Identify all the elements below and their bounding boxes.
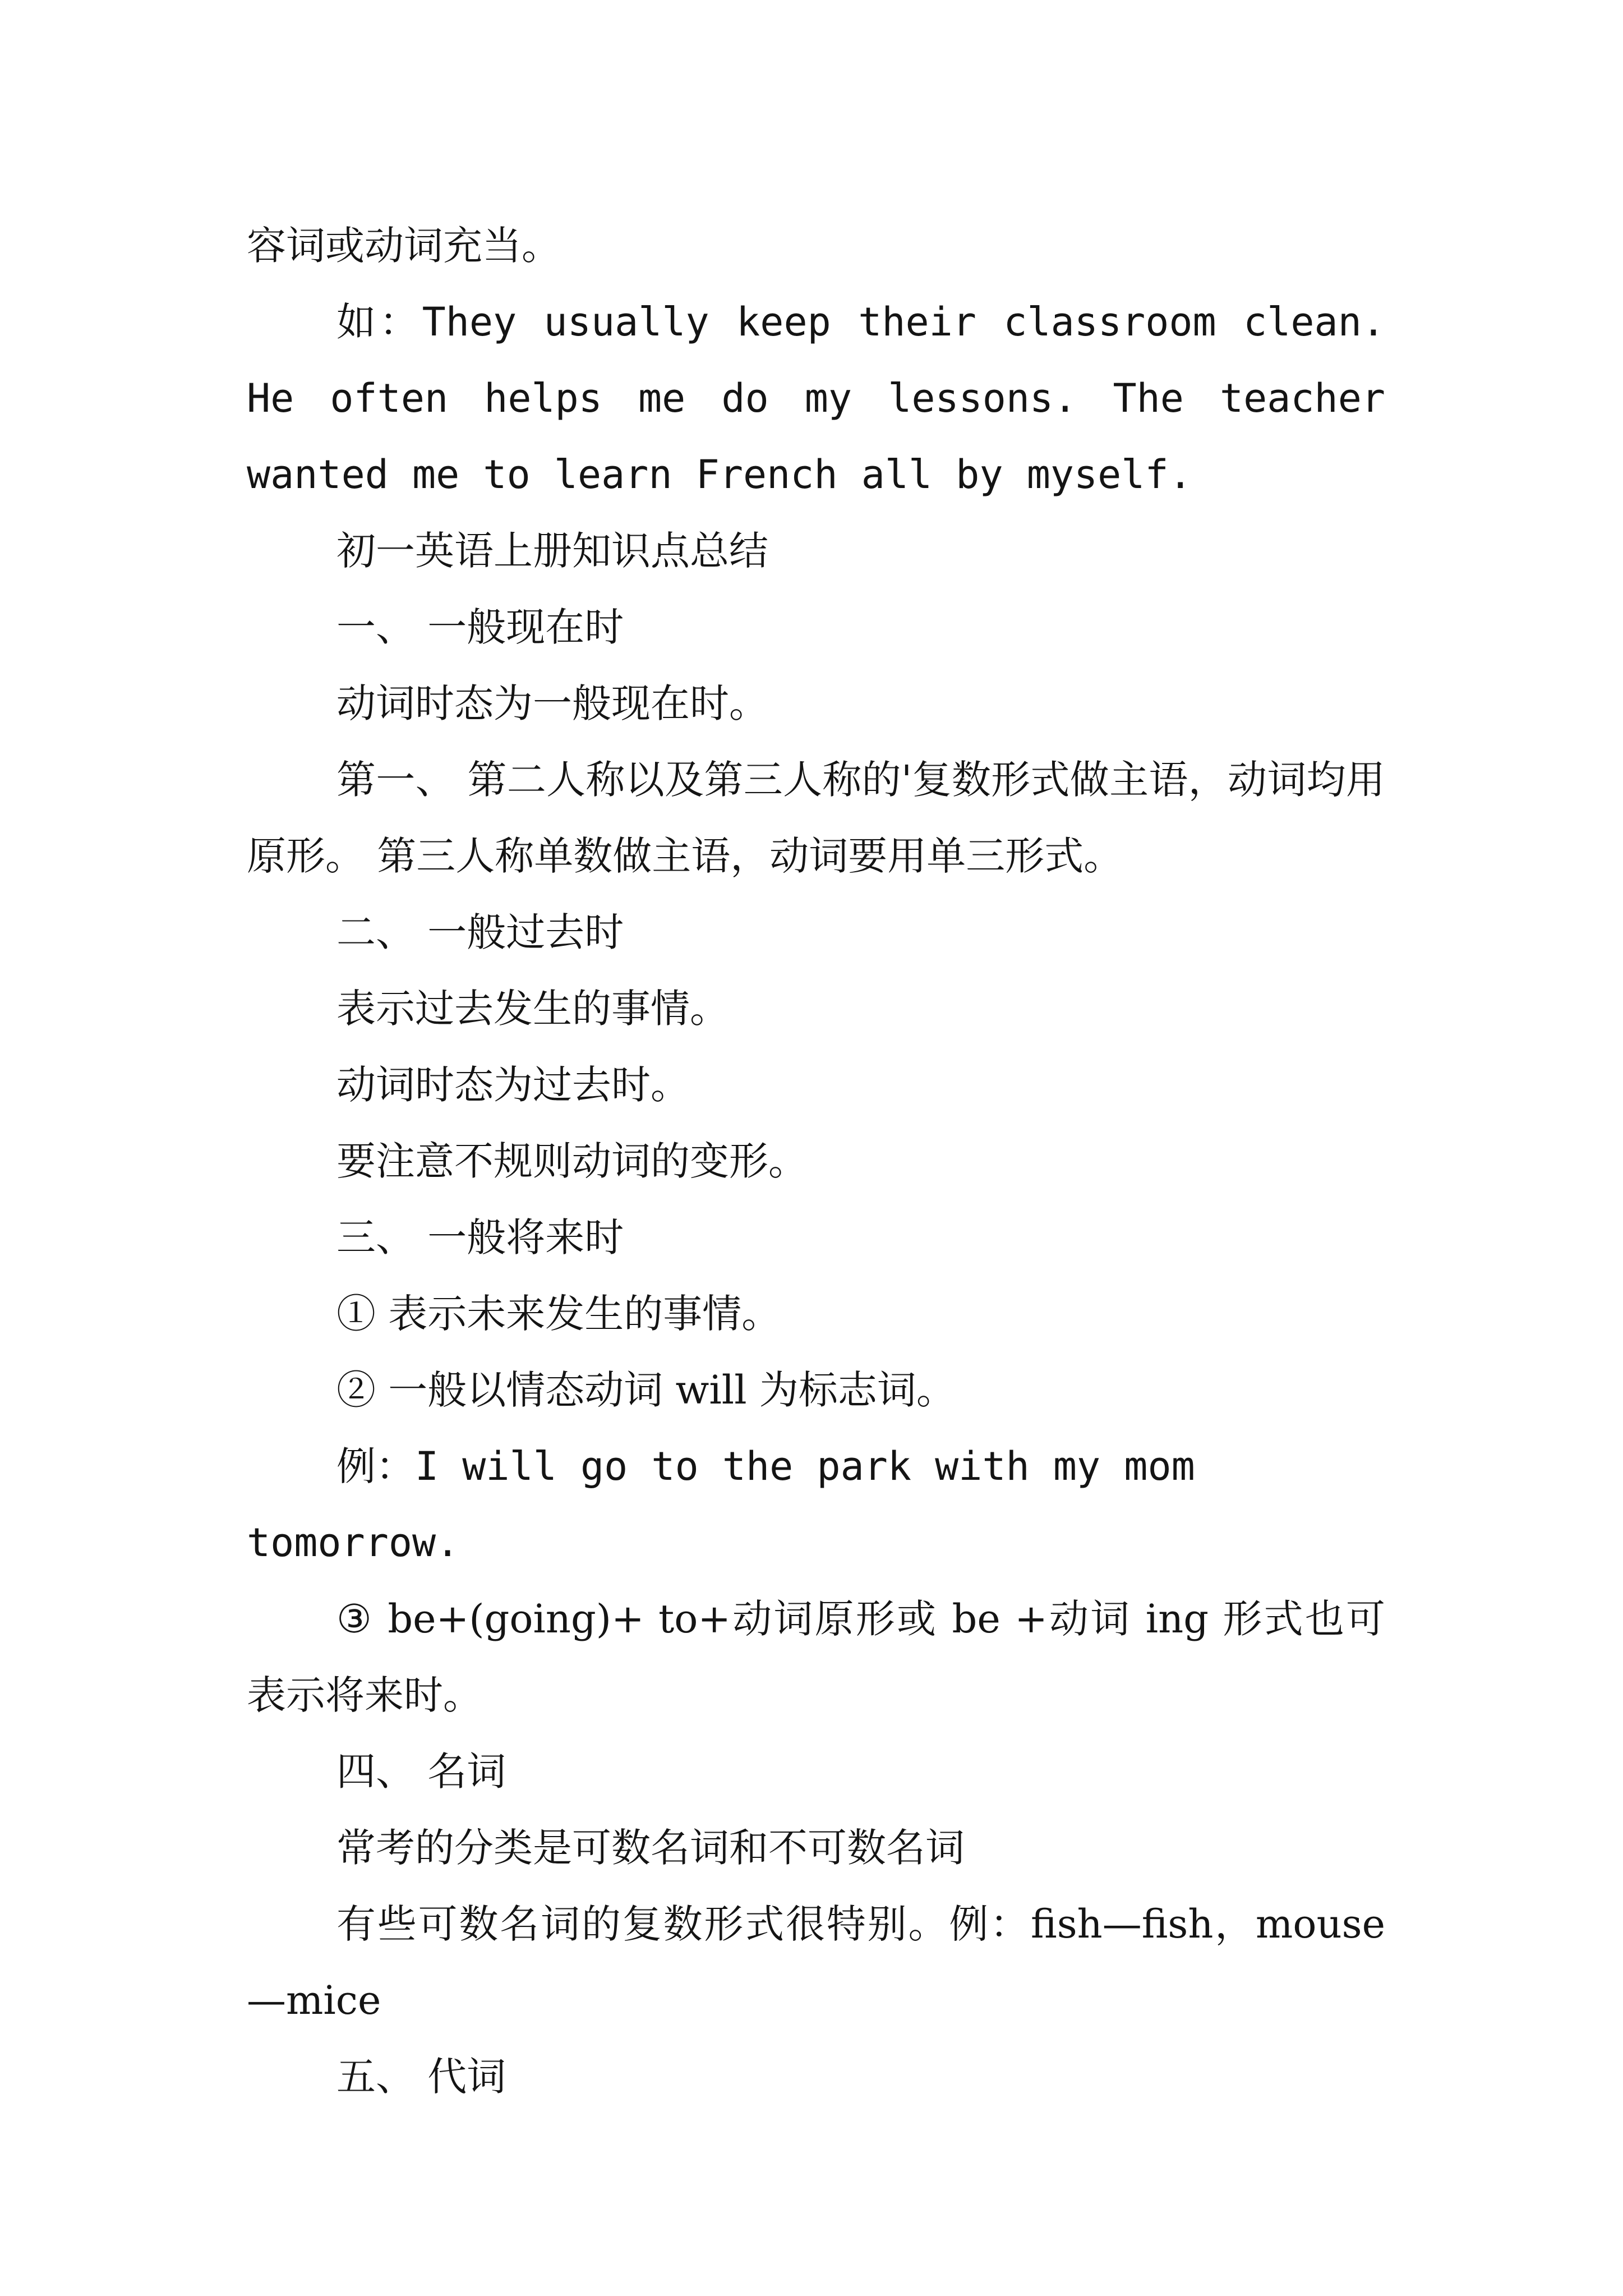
section-title: 初一英语上册知识点总结 xyxy=(336,528,768,574)
heading-simple-future: 三、 一般将来时 xyxy=(336,1214,624,1260)
heading-pronouns: 五、 代词 xyxy=(336,2054,506,2100)
paragraph-continuation: 容词或动词充当。 xyxy=(247,223,561,269)
list-item-future-2: ② 一般以情态动词 will 为标志词。 xyxy=(336,1367,956,1413)
paragraph-present-tense: 动词时态为一般现在时。 xyxy=(336,680,768,726)
paragraph-noun-classes: 常考的分类是可数名词和不可数名词 xyxy=(336,1825,965,1871)
paragraph-past-tense: 动词时态为过去时。 xyxy=(336,1062,690,1108)
heading-simple-past: 二、 一般过去时 xyxy=(336,909,624,955)
paragraph-example-sentences: 如：They usually keep their classroom clean. He often helps me do my lessons. The teacher wanted me to learn French all by myself. xyxy=(247,299,1385,498)
paragraph-plural-forms: 有些可数名词的复数形式很特别。例：fish—fish，mouse—mice xyxy=(247,1901,1385,2023)
document-body xyxy=(247,208,1385,2115)
paragraph-irregular-verbs: 要注意不规则动词的变形。 xyxy=(336,1138,808,1184)
heading-simple-present: 一、 一般现在时 xyxy=(336,604,624,650)
list-item-future-1: ① 表示未来发生的事情。 xyxy=(336,1291,781,1337)
paragraph-future-example: 例：I will go to the park with my mom tomorrow. xyxy=(247,1443,1195,1566)
heading-nouns: 四、 名词 xyxy=(336,1749,506,1795)
paragraph-subject-rule: 第一、 第二人称以及第三人称的'复数形式做主语，动词均用原形。 第三人称单数做主语，动词要用单三形式。 xyxy=(247,757,1385,879)
list-item-future-3: ③ be+(going)+ to+动词原形或 be +动词 ing 形式也可表示将来时。 xyxy=(247,1596,1385,1718)
paragraph-past-meaning: 表示过去发生的事情。 xyxy=(336,986,729,1032)
